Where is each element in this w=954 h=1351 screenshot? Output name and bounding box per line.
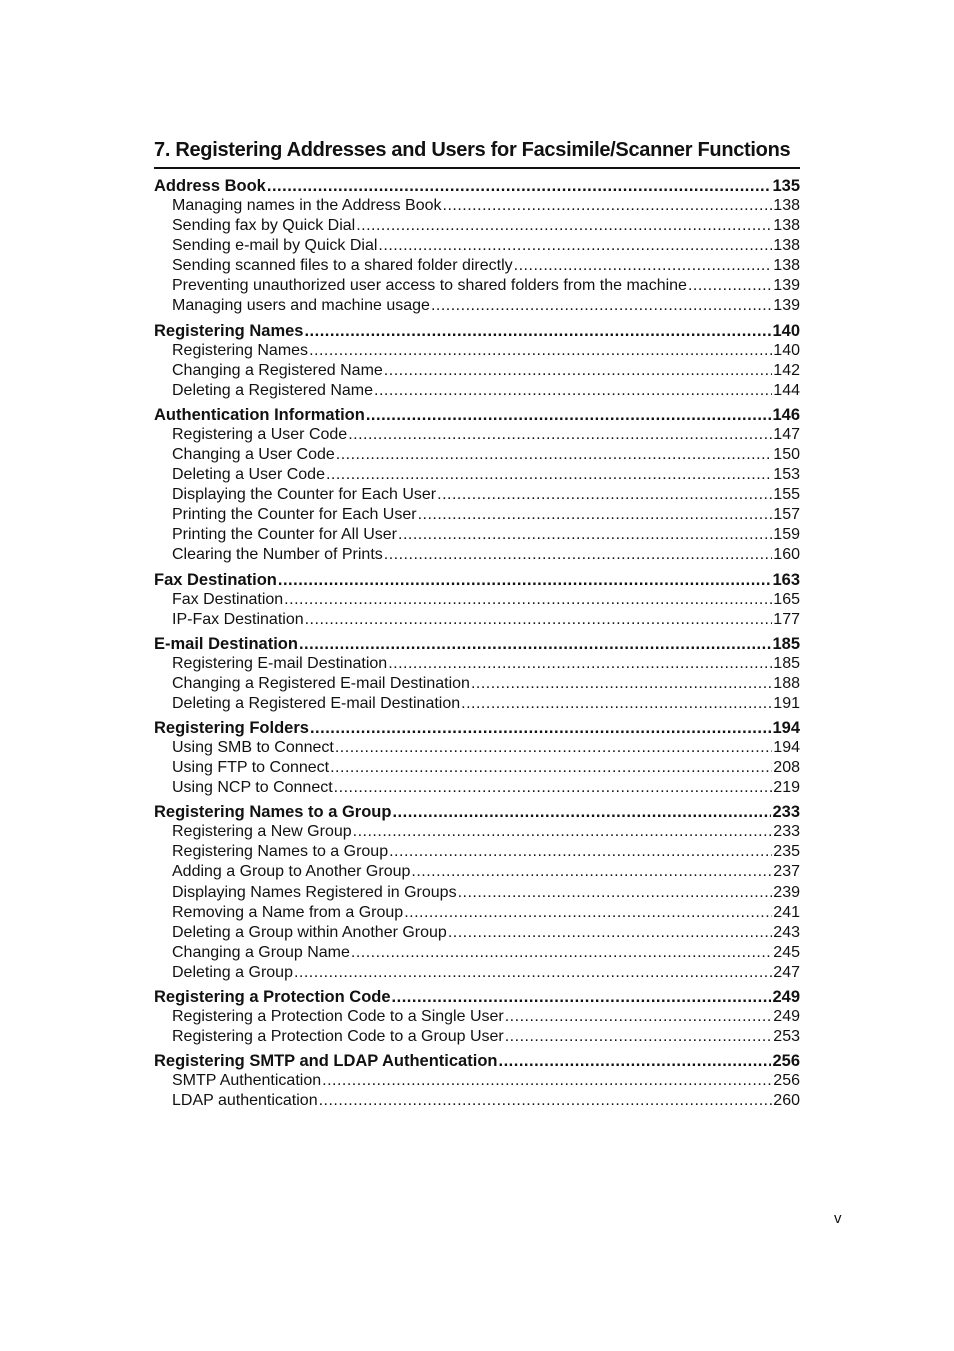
toc-entry-title: Deleting a Group — [172, 963, 293, 981]
toc-item[interactable] — [154, 381, 800, 401]
dot-leader — [336, 445, 773, 465]
toc-entry-title: Printing the Counter for All User — [172, 526, 397, 544]
toc-entry-title: Deleting a Registered E-mail Destination — [172, 694, 461, 712]
toc-entry-title: Printing the Counter for Each User — [172, 506, 417, 524]
toc-entry-title: Changing a User Code — [172, 445, 335, 463]
toc-item[interactable] — [154, 276, 800, 296]
toc-section[interactable] — [154, 405, 800, 425]
dot-leader — [392, 987, 772, 1007]
dot-leader — [299, 634, 772, 654]
toc-entry-page: 208 — [773, 759, 800, 777]
toc-entry-title: E-mail Destination — [154, 634, 298, 653]
toc-entry-page: 153 — [773, 466, 800, 484]
dot-leader — [471, 674, 772, 694]
toc-item[interactable] — [154, 923, 800, 943]
dot-leader — [384, 361, 773, 381]
toc-entry-page: 243 — [773, 923, 800, 941]
toc-section[interactable] — [154, 718, 800, 738]
toc-entry-title: Registering a New Group — [172, 823, 352, 841]
dot-leader — [335, 738, 772, 758]
toc-item[interactable] — [154, 296, 800, 316]
dot-leader — [326, 465, 772, 485]
toc-entry-title: Deleting a Group within Another Group — [172, 923, 447, 941]
toc-entry-title: Registering a Protection Code to a Group User — [172, 1028, 504, 1046]
dot-leader — [267, 176, 772, 196]
dot-leader — [351, 943, 772, 963]
toc-entry-title: Authentication Information — [154, 405, 365, 424]
toc-entry-title: SMTP Authentication — [172, 1072, 322, 1090]
toc-entry-title: Managing names in the Address Book — [172, 197, 442, 214]
toc-section[interactable] — [154, 987, 800, 1007]
dot-leader — [514, 256, 773, 276]
toc-entry-title: Registering E-mail Destination — [172, 654, 388, 672]
toc-entry-page: 140 — [773, 341, 800, 359]
toc-entry-title: Sending fax by Quick Dial — [172, 217, 356, 235]
toc-entry-page: 138 — [773, 257, 800, 275]
toc-entry-page: 256 — [773, 1072, 800, 1090]
dot-leader — [688, 276, 772, 296]
toc-entry-page: 157 — [773, 506, 800, 524]
dot-leader — [437, 485, 772, 505]
dot-leader — [278, 570, 772, 590]
toc-entry-page: 194 — [773, 738, 800, 756]
dot-leader — [458, 883, 773, 903]
toc-entry-page: 163 — [772, 570, 800, 589]
dot-leader — [305, 610, 773, 630]
dot-leader — [378, 236, 772, 256]
dot-leader — [348, 425, 772, 445]
toc-entry-title: Registering Names — [154, 321, 304, 340]
toc-entry-page: 249 — [773, 1008, 800, 1025]
toc-entry-title: Using FTP to Connect — [172, 759, 330, 777]
toc-entry-title: Using NCP to Connect — [172, 779, 333, 797]
toc-item[interactable] — [154, 1027, 800, 1047]
toc-entry-page: 135 — [772, 177, 800, 195]
dot-leader — [334, 778, 773, 798]
toc-entry-page: 194 — [772, 718, 800, 737]
toc-item[interactable] — [154, 842, 800, 862]
dot-leader — [411, 862, 772, 882]
toc-entry-page: 146 — [772, 405, 800, 424]
toc-entry-title: Registering a Protection Code — [154, 988, 391, 1006]
toc-entry-page: 239 — [773, 883, 800, 901]
toc-entry-title: LDAP authentication — [172, 1092, 318, 1110]
dot-leader — [392, 802, 771, 822]
toc-section[interactable] — [154, 634, 800, 654]
toc-entry-page: 253 — [773, 1028, 800, 1046]
toc-section[interactable] — [154, 1051, 800, 1071]
page-number: v — [834, 1210, 842, 1227]
toc-entry-page: 233 — [772, 803, 800, 822]
toc-item[interactable] — [154, 963, 800, 983]
toc-item[interactable] — [154, 236, 800, 256]
toc-entry-title: Fax Destination — [172, 590, 284, 608]
toc-entry-page: 185 — [772, 634, 800, 653]
toc-entry-title: Registering a User Code — [172, 425, 348, 443]
toc-entry-page: 150 — [773, 445, 800, 463]
toc-entry-page: 245 — [773, 943, 800, 961]
dot-leader — [304, 321, 771, 341]
dot-leader — [374, 381, 772, 401]
toc-item[interactable] — [154, 758, 800, 778]
toc-item[interactable] — [154, 903, 800, 923]
toc-entry-title: Adding a Group to Another Group — [172, 863, 411, 881]
toc-entry-page: 138 — [773, 237, 800, 255]
toc-entry-page: 219 — [773, 779, 800, 797]
toc-entry-page: 249 — [772, 988, 800, 1006]
toc-section[interactable] — [154, 176, 800, 196]
toc-entry-title: Registering SMTP and LDAP Authentication — [154, 1052, 498, 1071]
toc-entry-page: 256 — [772, 1052, 800, 1071]
toc-entry-page: 188 — [773, 674, 800, 692]
dot-leader — [461, 694, 772, 714]
toc-entry-page: 185 — [773, 654, 800, 672]
toc-item[interactable] — [154, 610, 800, 630]
dot-leader — [431, 296, 772, 316]
dot-leader — [353, 822, 773, 842]
dot-leader — [310, 718, 772, 738]
toc-entry-title: Registering Names to a Group — [154, 803, 392, 822]
toc-entry-title: Changing a Registered E-mail Destination — [172, 674, 470, 692]
toc-entry-title: Registering Names — [172, 341, 309, 359]
table-of-contents — [154, 176, 800, 1111]
toc-entry-title: Preventing unauthorized user access to shared folders from the machine — [172, 277, 687, 295]
dot-leader — [448, 923, 772, 943]
toc-entry-page: 241 — [773, 903, 800, 921]
toc-entry-title: Changing a Group Name — [172, 943, 350, 961]
toc-entry-title: Fax Destination — [154, 570, 277, 589]
toc-entry-page: 165 — [773, 590, 800, 608]
toc-item[interactable] — [154, 361, 800, 381]
toc-entry-page: 237 — [773, 863, 800, 881]
toc-entry-title: Using SMB to Connect — [172, 738, 334, 756]
toc-item[interactable] — [154, 1007, 800, 1027]
dot-leader — [388, 654, 772, 674]
toc-item[interactable] — [154, 525, 800, 545]
toc-entry-title: Removing a Name from a Group — [172, 903, 404, 921]
toc-entry-page: 138 — [773, 197, 800, 214]
dot-leader — [294, 963, 772, 983]
chapter-title: 7. Registering Addresses and Users for Facsimile/Scanner Functions — [154, 139, 791, 161]
toc-entry-title: Clearing the Number of Prints — [172, 546, 383, 564]
toc-entry-page: 138 — [773, 217, 800, 235]
toc-item[interactable] — [154, 883, 800, 903]
toc-item[interactable] — [154, 505, 800, 525]
toc-entry-page: 235 — [773, 843, 800, 861]
dot-leader — [443, 196, 773, 216]
toc-section[interactable] — [154, 321, 800, 341]
toc-entry-page: 144 — [773, 381, 800, 399]
dot-leader — [330, 758, 772, 778]
toc-entry-title: Sending scanned files to a shared folder directly — [172, 257, 513, 275]
toc-item[interactable] — [154, 545, 800, 565]
toc-entry-title: Changing a Registered Name — [172, 361, 383, 379]
dot-leader — [505, 1007, 773, 1027]
dot-leader — [498, 1051, 771, 1071]
toc-entry-page: 142 — [773, 361, 800, 379]
toc-entry-page: 191 — [773, 694, 800, 712]
toc-item[interactable] — [154, 341, 800, 361]
toc-item[interactable] — [154, 1091, 800, 1111]
toc-entry-title: Displaying the Counter for Each User — [172, 486, 437, 504]
toc-entry-title: Displaying Names Registered in Groups — [172, 883, 457, 901]
toc-item[interactable] — [154, 694, 800, 714]
toc-entry-title: Registering a Protection Code to a Single User — [172, 1008, 504, 1025]
toc-entry-page: 247 — [773, 963, 800, 981]
dot-leader — [319, 1091, 773, 1111]
dot-leader — [505, 1027, 773, 1047]
toc-item[interactable] — [154, 465, 800, 485]
toc-item[interactable] — [154, 196, 800, 216]
toc-item[interactable] — [154, 738, 800, 758]
toc-item[interactable] — [154, 943, 800, 963]
toc-entry-page: 139 — [773, 297, 800, 315]
toc-item[interactable] — [154, 216, 800, 236]
title-rule — [154, 167, 800, 169]
toc-item[interactable] — [154, 822, 800, 842]
toc-entry-page: 159 — [773, 526, 800, 544]
toc-entry-page: 233 — [773, 823, 800, 841]
dot-leader — [389, 842, 772, 862]
toc-item[interactable] — [154, 674, 800, 694]
toc-section[interactable] — [154, 570, 800, 590]
toc-item[interactable] — [154, 654, 800, 674]
toc-entry-page: 177 — [773, 610, 800, 628]
dot-leader — [404, 903, 772, 923]
toc-item[interactable] — [154, 1071, 800, 1091]
toc-entry-title: Registering Names to a Group — [172, 843, 389, 861]
dot-leader — [366, 405, 772, 425]
toc-entry-title: Deleting a User Code — [172, 466, 325, 484]
toc-entry-title: Registering Folders — [154, 718, 309, 737]
dot-leader — [418, 505, 773, 525]
toc-entry-title: Sending e-mail by Quick Dial — [172, 237, 378, 255]
toc-entry-page: 147 — [773, 425, 800, 443]
toc-entry-title: Deleting a Registered Name — [172, 381, 373, 399]
toc-entry-title: Managing users and machine usage — [172, 297, 430, 315]
toc-entry-page: 139 — [773, 277, 800, 295]
toc-item[interactable] — [154, 862, 800, 882]
toc-item[interactable] — [154, 256, 800, 276]
toc-item[interactable] — [154, 425, 800, 445]
dot-leader — [309, 341, 772, 361]
toc-item[interactable] — [154, 778, 800, 798]
toc-entry-title: Address Book — [154, 177, 266, 195]
toc-item[interactable] — [154, 445, 800, 465]
toc-section[interactable] — [154, 802, 800, 822]
dot-leader — [398, 525, 772, 545]
toc-item[interactable] — [154, 590, 800, 610]
toc-item[interactable] — [154, 485, 800, 505]
toc-entry-page: 260 — [773, 1092, 800, 1110]
toc-entry-page: 155 — [773, 486, 800, 504]
dot-leader — [284, 590, 772, 610]
toc-entry-title: IP-Fax Destination — [172, 610, 304, 628]
dot-leader — [356, 216, 772, 236]
dot-leader — [322, 1071, 772, 1091]
toc-entry-page: 160 — [773, 546, 800, 564]
dot-leader — [384, 545, 773, 565]
toc-entry-page: 140 — [772, 321, 800, 340]
